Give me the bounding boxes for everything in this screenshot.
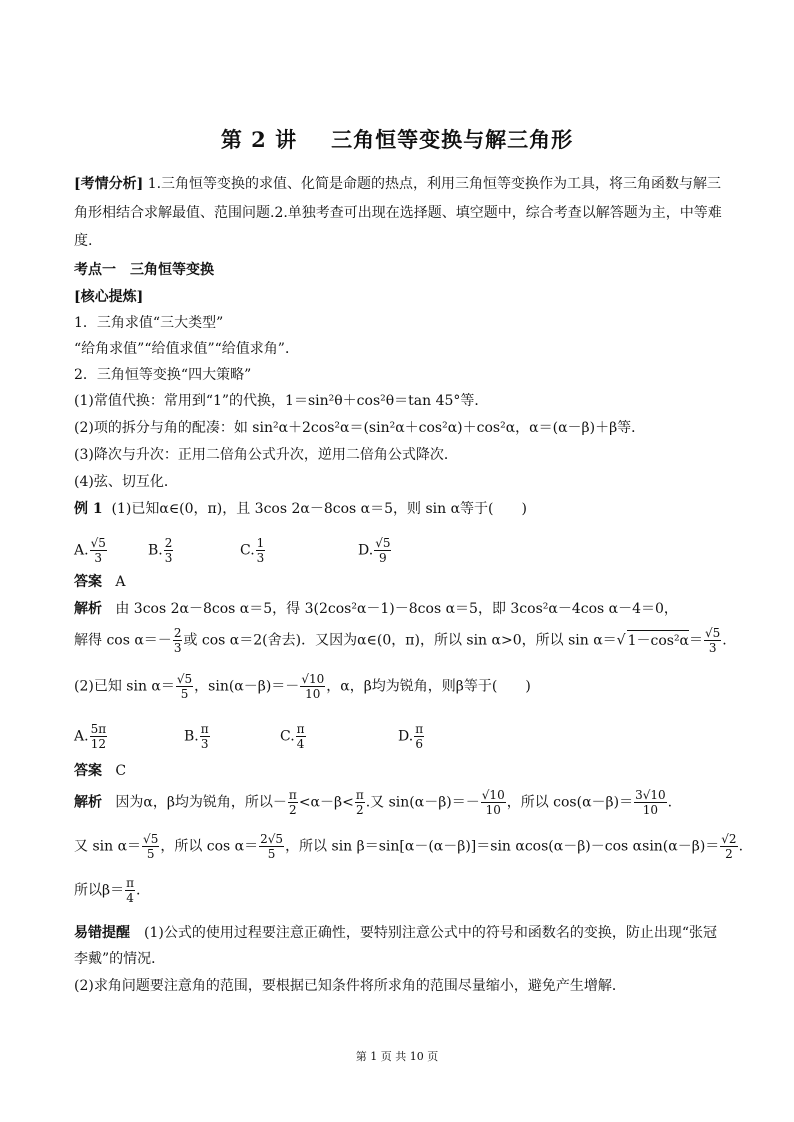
lecture-topic: 三角恒等变换与解三角形 — [331, 127, 574, 152]
analysis-line-1: [考情分析] 1.三角恒等变换的求值、化简是命题的热点，利用三角恒等变换作为工具，将三角函数与解三 — [74, 176, 722, 192]
option-d: D. $\frac{\pi}{6}$ — [398, 722, 424, 751]
core-line-3: 2．三角恒等变换“四大策略” — [74, 367, 252, 383]
core-line-7: (4)弦、切互化． — [74, 474, 178, 490]
page-title — [0, 124, 794, 154]
core-line-5: (2)项的拆分与角的配凑：如 sin²α＋2cos²α＝(sin²α＋cos²α)＋cos²α，α＝(α－β)＋β等． — [74, 420, 646, 436]
analysis-line-2: 角形相结合求解最值、范围问题.2.单独考查可出现在选择题、填空题中，综合考查以解答题为主，中等难 — [74, 205, 722, 221]
option-a: A. $\frac{√5}{3}$ — [74, 536, 106, 565]
lecture-number: 第 2 讲 — [220, 127, 298, 152]
section-heading: 考点一 三角恒等变换 — [74, 262, 214, 278]
example-1-question-2: (2)已知 sin α＝ $\frac{√5}{5}$ ，sin(α－β)＝－ $\frac{√10}{10}$ ，α，β均为锐角，则β等于( ) — [74, 672, 531, 701]
answer-1: 答案 A — [74, 574, 126, 590]
page-footer: 第 1 页 共 10 页 — [355, 1050, 439, 1063]
tip-label: 易错提醒 — [74, 925, 130, 941]
example-1-question-1: 例 1 (1)已知α∈(0，π)，且 3cos 2α－8cos α＝5，则 sin α等于( ) — [74, 501, 527, 517]
tip-line-1: 易错提醒 (1)公式的使用过程要注意正确性，要特别注意公式中的符号和函数名的变换，防止出现“张冠 — [74, 925, 717, 941]
core-tag: [核心提炼] — [74, 289, 144, 305]
option-d: D. $\frac{√5}{9}$ — [358, 536, 391, 565]
tip-line-2: 李戴”的情况． — [74, 951, 166, 967]
tip-line-3: (2)求角问题要注意角的范围，要根据已知条件将所求角的范围尽量缩小，避免产生增解． — [74, 978, 626, 994]
answer-2: 答案 C — [74, 763, 127, 779]
solution-1-line-2: 解得 cos α＝－ $\frac{2}{3}$ 或 cos α＝2(舍去)．又因为α∈(0，π)，所以 sin α>0，所以 sin α＝√ 1－cos²α＝ $\frac{√5}{3}$ . — [74, 626, 727, 655]
options-1 — [74, 528, 674, 564]
analysis-tag: [考情分析] — [74, 176, 144, 192]
core-line-1: 1．三角求值“三大类型” — [74, 315, 224, 331]
core-line-2: “给角求值”“给值求值”“给值求角”． — [74, 341, 299, 357]
solution-1-line-1: 解析 由 3cos 2α－8cos α＝5，得 3(2cos²α－1)－8cos α＝5，即 3cos²α－4cos α－4＝0， — [74, 601, 678, 617]
option-b: B. $\frac{2}{3}$ — [148, 536, 173, 565]
option-c: C. $\frac{1}{3}$ — [240, 536, 265, 565]
analysis-line-3: 度. — [74, 233, 93, 249]
options-2 — [74, 716, 674, 752]
core-line-4: (1)常值代换：常用到“1”的代换，1＝sin²θ＋cos²θ＝tan 45°等． — [74, 393, 489, 409]
option-c: C. $\frac{\pi}{4}$ — [280, 722, 305, 751]
solution-2-line-3: 所以β＝ $\frac{\pi}{4}$ . — [74, 876, 141, 905]
option-b: B. $\frac{\pi}{3}$ — [184, 722, 209, 751]
solution-2-line-1: 解析 因为α，β均为锐角，所以－ $\frac{\pi}{2}$ <α－β< $\frac{\pi}{2}$ .又 sin(α－β)＝－ $\frac{√10}{10}$ ，所以 cos(α－β)＝ $\frac{3√10}{10}$ . — [74, 788, 673, 817]
example-label: 例 1 — [74, 501, 103, 517]
solution-2-line-2: 又 sin α＝ $\frac{√5}{5}$ ，所以 cos α＝ $\frac{2√5}{5}$ ，所以 sin β＝sin[α－(α－β)]＝sin αcos(α－β)－cos αsin(α－β)＝ $\frac{√2}{2}$ . — [74, 832, 744, 861]
option-a: A. $\frac{5\pi}{12}$ — [74, 722, 107, 751]
core-line-6: (3)降次与升次：正用二倍角公式升次，逆用二倍角公式降次． — [74, 447, 458, 463]
